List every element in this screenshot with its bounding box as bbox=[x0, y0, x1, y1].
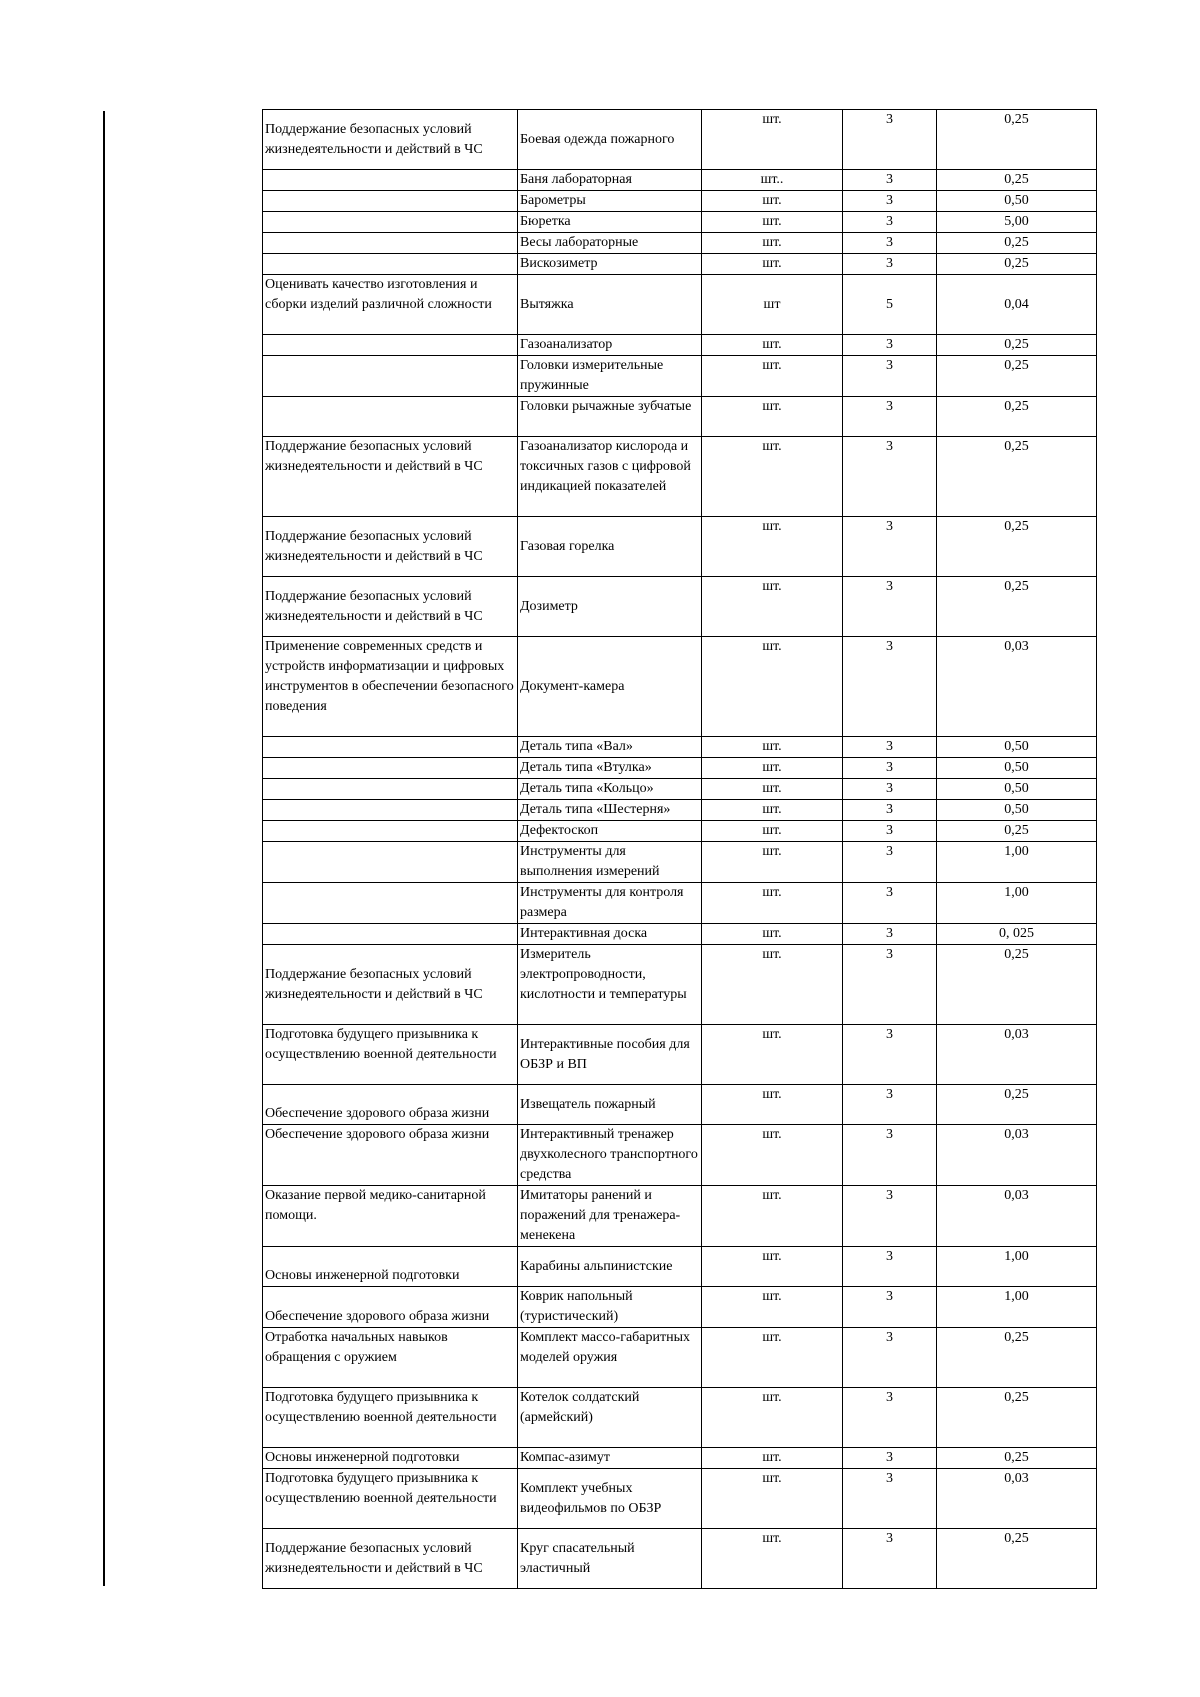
equipment-table bbox=[262, 109, 1097, 1589]
section-cell bbox=[263, 233, 518, 254]
item-cell: Газовая горелка bbox=[518, 517, 702, 577]
norm-cell: 0,25 bbox=[937, 233, 1097, 254]
qty-cell: 3 bbox=[843, 437, 937, 517]
table-row bbox=[263, 437, 1097, 517]
section-cell bbox=[263, 170, 518, 191]
norm-cell: 0,50 bbox=[937, 191, 1097, 212]
qty-cell: 3 bbox=[843, 517, 937, 577]
norm-cell: 1,00 bbox=[937, 1287, 1097, 1328]
norm-cell: 1,00 bbox=[937, 883, 1097, 924]
qty-cell: 3 bbox=[843, 254, 937, 275]
qty-cell: 3 bbox=[843, 842, 937, 883]
section-cell: Поддержание безопасных условий жизнедеятельности и действий в ЧС bbox=[263, 517, 518, 577]
qty-cell: 5 bbox=[843, 275, 937, 335]
unit-cell: шт. bbox=[702, 1328, 843, 1388]
unit-cell: шт. bbox=[702, 1025, 843, 1085]
table-row bbox=[263, 1025, 1097, 1085]
section-cell bbox=[263, 254, 518, 275]
item-cell: Интерактивная доска bbox=[518, 924, 702, 945]
item-cell: Барометры bbox=[518, 191, 702, 212]
qty-cell: 3 bbox=[843, 1025, 937, 1085]
table-row bbox=[263, 1328, 1097, 1388]
item-cell: Бюретка bbox=[518, 212, 702, 233]
qty-cell: 3 bbox=[843, 1388, 937, 1448]
item-cell: Деталь типа «Втулка» bbox=[518, 758, 702, 779]
section-cell bbox=[263, 779, 518, 800]
section-cell: Отработка начальных навыков обращения с оружием bbox=[263, 1328, 518, 1388]
table-row bbox=[263, 1085, 1097, 1125]
item-cell: Газоанализатор кислорода и токсичных газов с цифровой индикацией показателей bbox=[518, 437, 702, 517]
item-cell: Деталь типа «Вал» bbox=[518, 737, 702, 758]
item-cell: Деталь типа «Кольцо» bbox=[518, 779, 702, 800]
unit-cell: шт. bbox=[702, 517, 843, 577]
qty-cell: 3 bbox=[843, 356, 937, 397]
table-row bbox=[263, 397, 1097, 437]
norm-cell: 0,50 bbox=[937, 758, 1097, 779]
norm-cell: 1,00 bbox=[937, 842, 1097, 883]
qty-cell: 3 bbox=[843, 1085, 937, 1125]
item-cell: Вытяжка bbox=[518, 275, 702, 335]
section-cell: Обеспечение здорового образа жизни bbox=[263, 1287, 518, 1328]
section-cell: Поддержание безопасных условий жизнедеятельности и действий в ЧС bbox=[263, 437, 518, 517]
norm-cell: 0,25 bbox=[937, 437, 1097, 517]
item-cell: Интерактивные пособия для ОБЗР и ВП bbox=[518, 1025, 702, 1085]
section-cell: Оценивать качество изготовления и сборки изделий различной сложности bbox=[263, 275, 518, 335]
table-row bbox=[263, 1186, 1097, 1247]
section-cell: Подготовка будущего призывника к осуществлению военной деятельности bbox=[263, 1388, 518, 1448]
qty-cell: 3 bbox=[843, 758, 937, 779]
table-row bbox=[263, 800, 1097, 821]
item-cell: Газоанализатор bbox=[518, 335, 702, 356]
unit-cell: шт. bbox=[702, 110, 843, 170]
norm-cell: 0,25 bbox=[937, 397, 1097, 437]
qty-cell: 3 bbox=[843, 1125, 937, 1186]
table-row bbox=[263, 1125, 1097, 1186]
table-row bbox=[263, 637, 1097, 737]
unit-cell: шт. bbox=[702, 800, 843, 821]
table-row bbox=[263, 842, 1097, 883]
unit-cell: шт. bbox=[702, 1529, 843, 1589]
qty-cell: 3 bbox=[843, 821, 937, 842]
section-cell: Оказание первой медико-санитарной помощи. bbox=[263, 1186, 518, 1247]
table-row bbox=[263, 1247, 1097, 1287]
qty-cell: 3 bbox=[843, 170, 937, 191]
qty-cell: 3 bbox=[843, 945, 937, 1025]
qty-cell: 3 bbox=[843, 110, 937, 170]
section-cell bbox=[263, 758, 518, 779]
item-cell: Деталь типа «Шестерня» bbox=[518, 800, 702, 821]
unit-cell: шт. bbox=[702, 821, 843, 842]
qty-cell: 3 bbox=[843, 1247, 937, 1287]
norm-cell: 0, 025 bbox=[937, 924, 1097, 945]
qty-cell: 3 bbox=[843, 924, 937, 945]
qty-cell: 3 bbox=[843, 577, 937, 637]
item-cell: Дефектоскоп bbox=[518, 821, 702, 842]
qty-cell: 3 bbox=[843, 1328, 937, 1388]
table-row bbox=[263, 1287, 1097, 1328]
unit-cell: шт. bbox=[702, 1448, 843, 1469]
table-row bbox=[263, 779, 1097, 800]
norm-cell: 0,03 bbox=[937, 637, 1097, 737]
table-row bbox=[263, 945, 1097, 1025]
qty-cell: 3 bbox=[843, 335, 937, 356]
item-cell: Головки рычажные зубчатые bbox=[518, 397, 702, 437]
qty-cell: 3 bbox=[843, 779, 937, 800]
qty-cell: 3 bbox=[843, 883, 937, 924]
qty-cell: 3 bbox=[843, 1469, 937, 1529]
item-cell: Круг спасательный эластичный bbox=[518, 1529, 702, 1589]
qty-cell: 3 bbox=[843, 1448, 937, 1469]
norm-cell: 1,00 bbox=[937, 1247, 1097, 1287]
table-row bbox=[263, 737, 1097, 758]
norm-cell: 0,03 bbox=[937, 1469, 1097, 1529]
norm-cell: 0,25 bbox=[937, 1388, 1097, 1448]
norm-cell: 0,25 bbox=[937, 110, 1097, 170]
table-row bbox=[263, 517, 1097, 577]
qty-cell: 3 bbox=[843, 191, 937, 212]
table-row bbox=[263, 275, 1097, 335]
section-cell bbox=[263, 737, 518, 758]
section-cell bbox=[263, 842, 518, 883]
item-cell: Имитаторы ранений и поражений для тренажера-менекена bbox=[518, 1186, 702, 1247]
section-cell: Поддержание безопасных условий жизнедеятельности и действий в ЧС bbox=[263, 577, 518, 637]
unit-cell: шт. bbox=[702, 233, 843, 254]
section-cell: Основы инженерной подготовки bbox=[263, 1247, 518, 1287]
section-cell bbox=[263, 883, 518, 924]
item-cell: Документ-камера bbox=[518, 637, 702, 737]
norm-cell: 0,25 bbox=[937, 1328, 1097, 1388]
qty-cell: 3 bbox=[843, 233, 937, 254]
table-row bbox=[263, 212, 1097, 233]
norm-cell: 0,50 bbox=[937, 779, 1097, 800]
norm-cell: 0,25 bbox=[937, 821, 1097, 842]
unit-cell: шт. bbox=[702, 883, 843, 924]
norm-cell: 0,50 bbox=[937, 737, 1097, 758]
norm-cell: 0,03 bbox=[937, 1125, 1097, 1186]
unit-cell: шт. bbox=[702, 437, 843, 517]
equipment-table-body bbox=[263, 110, 1097, 1589]
item-cell: Инструменты для выполнения измерений bbox=[518, 842, 702, 883]
table-row bbox=[263, 335, 1097, 356]
qty-cell: 3 bbox=[843, 800, 937, 821]
norm-cell: 0,25 bbox=[937, 254, 1097, 275]
unit-cell: шт. bbox=[702, 758, 843, 779]
unit-cell: шт. bbox=[702, 1287, 843, 1328]
table-row bbox=[263, 924, 1097, 945]
item-cell: Баня лабораторная bbox=[518, 170, 702, 191]
unit-cell: шт. bbox=[702, 1085, 843, 1125]
section-cell bbox=[263, 335, 518, 356]
unit-cell: шт. bbox=[702, 356, 843, 397]
qty-cell: 3 bbox=[843, 212, 937, 233]
item-cell: Дозиметр bbox=[518, 577, 702, 637]
section-cell bbox=[263, 191, 518, 212]
section-cell bbox=[263, 800, 518, 821]
unit-cell: шт. bbox=[702, 637, 843, 737]
norm-cell: 0,25 bbox=[937, 170, 1097, 191]
section-cell bbox=[263, 356, 518, 397]
item-cell: Измеритель электропроводности, кислотности и температуры bbox=[518, 945, 702, 1025]
item-cell: Боевая одежда пожарного bbox=[518, 110, 702, 170]
table-row bbox=[263, 356, 1097, 397]
unit-cell: шт. bbox=[702, 945, 843, 1025]
section-cell bbox=[263, 212, 518, 233]
norm-cell: 5,00 bbox=[937, 212, 1097, 233]
section-cell bbox=[263, 397, 518, 437]
unit-cell: шт. bbox=[702, 779, 843, 800]
item-cell: Вискозиметр bbox=[518, 254, 702, 275]
table-row bbox=[263, 883, 1097, 924]
item-cell: Головки измерительные пружинные bbox=[518, 356, 702, 397]
table-row bbox=[263, 1448, 1097, 1469]
margin-rule bbox=[103, 111, 105, 1586]
item-cell: Интерактивный тренажер двухколесного транспортного средства bbox=[518, 1125, 702, 1186]
item-cell: Инструменты для контроля размера bbox=[518, 883, 702, 924]
unit-cell: шт. bbox=[702, 191, 843, 212]
norm-cell: 0,25 bbox=[937, 335, 1097, 356]
unit-cell: шт. bbox=[702, 254, 843, 275]
norm-cell: 0,03 bbox=[937, 1025, 1097, 1085]
unit-cell: шт. bbox=[702, 1469, 843, 1529]
norm-cell: 0,25 bbox=[937, 1448, 1097, 1469]
table-row bbox=[263, 1469, 1097, 1529]
unit-cell: шт. bbox=[702, 842, 843, 883]
norm-cell: 0,03 bbox=[937, 1186, 1097, 1247]
table-row bbox=[263, 170, 1097, 191]
section-cell bbox=[263, 821, 518, 842]
section-cell: Применение современных средств и устройств информатизации и цифровых инструментов в обеспечении безопасного поведения bbox=[263, 637, 518, 737]
norm-cell: 0,25 bbox=[937, 517, 1097, 577]
table-row bbox=[263, 110, 1097, 170]
table-row bbox=[263, 577, 1097, 637]
unit-cell: шт. bbox=[702, 577, 843, 637]
table-row bbox=[263, 233, 1097, 254]
item-cell: Комплект массо-габаритных моделей оружия bbox=[518, 1328, 702, 1388]
unit-cell: шт. bbox=[702, 737, 843, 758]
norm-cell: 0,25 bbox=[937, 577, 1097, 637]
qty-cell: 3 bbox=[843, 1186, 937, 1247]
section-cell: Поддержание безопасных условий жизнедеятельности и действий в ЧС bbox=[263, 110, 518, 170]
norm-cell: 0,25 bbox=[937, 1085, 1097, 1125]
qty-cell: 3 bbox=[843, 737, 937, 758]
qty-cell: 3 bbox=[843, 1529, 937, 1589]
norm-cell: 0,04 bbox=[937, 275, 1097, 335]
unit-cell: шт.. bbox=[702, 170, 843, 191]
norm-cell: 0,25 bbox=[937, 1529, 1097, 1589]
section-cell: Обеспечение здорового образа жизни bbox=[263, 1085, 518, 1125]
unit-cell: шт. bbox=[702, 212, 843, 233]
unit-cell: шт. bbox=[702, 1125, 843, 1186]
item-cell: Коврик напольный (туристический) bbox=[518, 1287, 702, 1328]
section-cell: Поддержание безопасных условий жизнедеятельности и действий в ЧС bbox=[263, 945, 518, 1025]
item-cell: Карабины альпинистские bbox=[518, 1247, 702, 1287]
norm-cell: 0,25 bbox=[937, 945, 1097, 1025]
item-cell: Компас-азимут bbox=[518, 1448, 702, 1469]
table-row bbox=[263, 1529, 1097, 1589]
section-cell bbox=[263, 924, 518, 945]
table-row bbox=[263, 821, 1097, 842]
item-cell: Весы лабораторные bbox=[518, 233, 702, 254]
section-cell: Подготовка будущего призывника к осуществлению военной деятельности bbox=[263, 1025, 518, 1085]
section-cell: Обеспечение здорового образа жизни bbox=[263, 1125, 518, 1186]
table-row bbox=[263, 758, 1097, 779]
table-row bbox=[263, 254, 1097, 275]
qty-cell: 3 bbox=[843, 637, 937, 737]
unit-cell: шт. bbox=[702, 924, 843, 945]
qty-cell: 3 bbox=[843, 397, 937, 437]
norm-cell: 0,25 bbox=[937, 356, 1097, 397]
table-row bbox=[263, 1388, 1097, 1448]
item-cell: Комплект учебных видеофильмов по ОБЗР bbox=[518, 1469, 702, 1529]
section-cell: Основы инженерной подготовки bbox=[263, 1448, 518, 1469]
section-cell: Подготовка будущего призывника к осуществлению военной деятельности bbox=[263, 1469, 518, 1529]
unit-cell: шт bbox=[702, 275, 843, 335]
unit-cell: шт. bbox=[702, 1247, 843, 1287]
unit-cell: шт. bbox=[702, 1388, 843, 1448]
unit-cell: шт. bbox=[702, 1186, 843, 1247]
item-cell: Котелок солдатский (армейский) bbox=[518, 1388, 702, 1448]
qty-cell: 3 bbox=[843, 1287, 937, 1328]
table-row bbox=[263, 191, 1097, 212]
norm-cell: 0,50 bbox=[937, 800, 1097, 821]
section-cell: Поддержание безопасных условий жизнедеятельности и действий в ЧС bbox=[263, 1529, 518, 1589]
unit-cell: шт. bbox=[702, 397, 843, 437]
unit-cell: шт. bbox=[702, 335, 843, 356]
item-cell: Извещатель пожарный bbox=[518, 1085, 702, 1125]
